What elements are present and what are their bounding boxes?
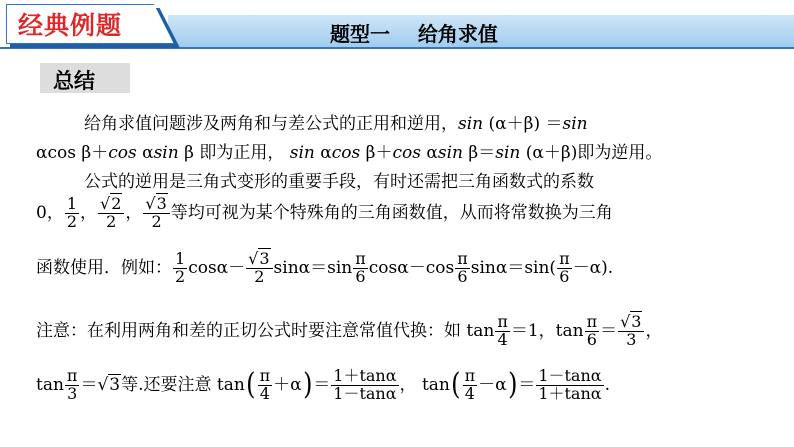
fraction-denominator: 6 [457,266,468,286]
text-line-2 [36,142,662,164]
radicand: 3 [156,194,167,213]
text-segment: 公式的逆用是三角式变形的重要手段，有时还需把三角函数式的系数 [84,172,594,192]
text-segment: 函数使用．例如： [36,257,172,278]
fraction [353,251,368,286]
text-segment: sin [458,114,484,134]
text-line-7: tan $\frac{\pi}{3}$ ＝√3等.还要注意 tan( $\frac{\pi}{4}$ ＋α)＝ $\frac{1+\tan\alpha}{1-\tan\alpha}$ ， tan( $\frac{\pi}{4}$ －α)＝ $\frac{1-\tan\alpha}{1+\tan\alpha}$ . [36,366,610,403]
fraction-denominator: 2 [151,211,162,231]
radicand: 3 [109,374,121,395]
text-line-6 [36,314,662,349]
text-segment: . [604,374,610,395]
fraction [65,368,80,403]
text-line-4 [36,196,613,231]
text-segment: cosα－ [188,257,246,278]
fraction [258,368,273,403]
fraction-denominator: 6 [586,329,597,349]
fraction [463,368,478,403]
radicand: 3 [631,312,642,331]
text-segment: cos [331,143,361,163]
sqrt: √3 [248,249,270,268]
fraction-numerator: 1 [66,194,78,213]
text-segment: α [420,143,438,163]
text-segment: sin [289,143,315,163]
text-segment: sinα＝sin( [470,257,557,278]
fraction-denominator: 4 [464,383,475,403]
fraction [618,314,644,349]
fraction-denominator: 1＋tanα [538,383,602,403]
sqrt: √3 [620,312,642,331]
header [0,0,794,52]
text-segment: 等.还要注意 tan [121,374,245,395]
fraction-denominator: 2 [254,266,265,286]
sqrt: √3 [145,194,167,213]
fraction [173,251,187,286]
text-line-3 [84,171,594,193]
fraction-numerator: 1＋tanα [333,366,397,385]
text-segment: β＋ [360,143,393,163]
text-segment: －α). [572,257,614,278]
summary-tag [40,63,130,93]
fraction-denominator: 2 [66,211,78,231]
right-paren: ) [302,367,313,403]
fraction [557,251,572,286]
fraction-numerator: π [464,366,476,385]
badge-label: 经典例题 [18,11,123,40]
fraction-denominator: 2 [106,211,117,231]
text-segment: sin [437,143,463,163]
fraction-denominator: 3 [626,329,637,349]
text-segment: ， [645,320,663,341]
fraction-denominator: 2 [175,266,186,286]
text-segment: ， tan [399,374,450,395]
fraction-denominator: 6 [559,266,570,286]
text-segment: α [136,143,154,163]
fraction [585,314,600,349]
fraction-numerator: π [66,366,78,385]
right-paren: ) [507,367,518,403]
text-segment: (α＋β) ＝ [483,114,563,134]
text-line-5 [36,251,613,286]
fraction-numerator: π [259,366,271,385]
summary-tag-label: 总结 [53,69,95,93]
text-segment: α [314,143,332,163]
text-segment: cosα－cos [368,257,455,278]
text-segment: ＝1，tan [510,320,584,341]
text-segment: αcos [36,143,76,163]
fraction [65,196,79,231]
fraction-numerator: 1 [175,249,186,268]
fraction-numerator: π [497,312,508,331]
text-segment: cos [392,143,421,163]
fraction-numerator: π [355,249,366,268]
text-segment: ， [80,202,98,223]
sqrt: √3 [97,374,121,395]
text-segment: (α＋β)即为逆用。 [520,143,663,163]
left-paren: ( [246,367,256,403]
radicand: 2 [111,194,122,213]
fraction-denominator: 3 [67,383,78,403]
text-segment: ＋α [273,374,302,395]
text-segment: cos [108,143,137,163]
left-paren: ( [451,367,461,403]
text-segment: sin [495,143,521,163]
fraction [331,368,398,403]
text-segment: tan [36,374,64,395]
text-segment: sin [153,143,179,163]
text-segment: 等均可视为某个特殊角的三角函数值，从而将常数换为三角 [170,202,613,223]
text-segment: β 即为正用， [178,143,290,163]
text-line-1 [84,113,588,135]
fraction-denominator: 6 [355,266,366,286]
text-segment: ， [125,202,143,223]
fraction-denominator: 4 [497,329,508,349]
text-segment: ＝ [80,374,98,395]
text-segment: 0， [36,202,64,223]
sqrt: √2 [100,194,122,213]
fraction-denominator: 4 [259,383,270,403]
fraction [143,196,169,231]
fraction [495,314,510,349]
text-segment: β＋ [75,143,109,163]
text-segment: β＝ [462,143,496,163]
section-title: 题型一 给角求值 [330,22,498,46]
fraction-numerator: π [559,249,570,268]
fraction [246,251,272,286]
fraction [455,251,470,286]
text-segment: 给角求值问题涉及两角和与差公式的正用和逆用， [84,114,458,134]
text-segment: ＝ [600,320,618,341]
text-segment: sinα＝sin [273,257,353,278]
fraction-numerator: π [457,249,468,268]
fraction [98,196,124,231]
fraction-denominator: 1－tanα [333,383,397,403]
text-segment: sin [562,114,588,134]
text-segment: －α [478,374,507,395]
fraction-numerator: π [586,312,598,331]
fraction-numerator: 1－tanα [538,366,602,385]
text-segment: 注意：在利用两角和差的正切公式时要注意常值代换：如 tan [36,320,495,341]
radicand: 3 [259,249,270,268]
fraction [536,368,603,403]
